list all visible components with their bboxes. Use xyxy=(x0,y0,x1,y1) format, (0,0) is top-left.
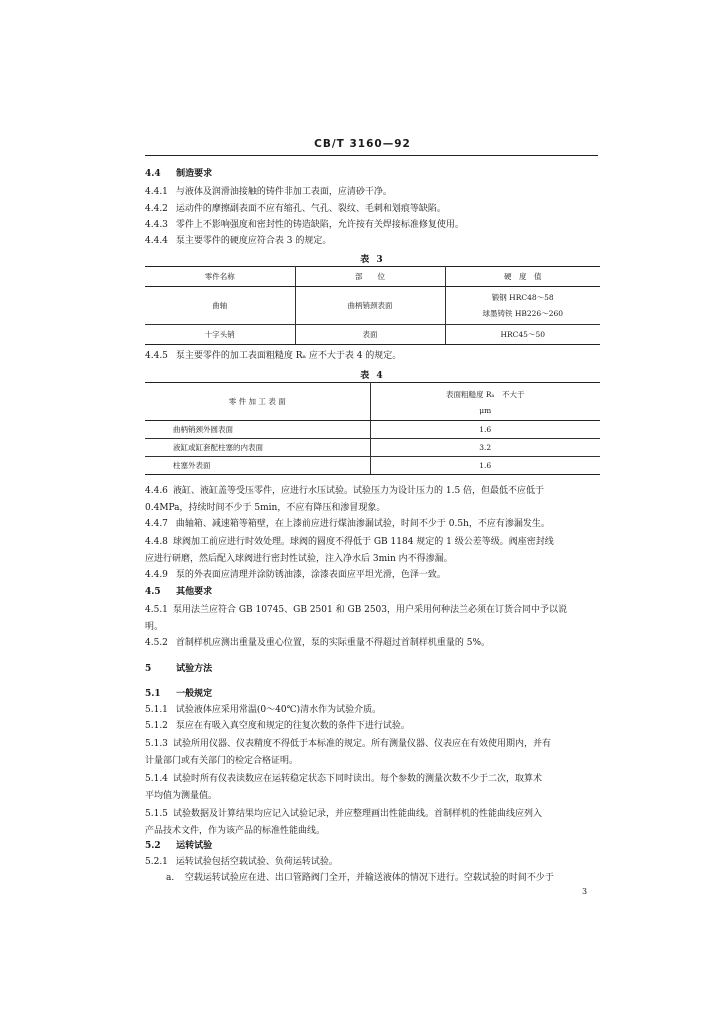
clause-text: 应进行研磨，然后配入球阀进行密封性试验，注入净水后 3min 内不得渗漏。 xyxy=(145,554,453,564)
chapter-5-heading xyxy=(145,663,600,675)
list-label: a. xyxy=(166,873,175,883)
roughness-table xyxy=(145,382,600,475)
clause-text: 泵主要零件的加工表面粗糙度 Rₐ 应不大于表 4 的规定。 xyxy=(175,351,402,361)
table-cell: 1.6 xyxy=(370,457,600,475)
table-cell: 柱塞外表面 xyxy=(145,457,370,475)
header-rule xyxy=(145,155,598,156)
section-title: 制造要求 xyxy=(176,169,213,179)
clause-4-4-8 xyxy=(145,534,600,568)
clause-4-4-7 xyxy=(145,518,600,530)
standard-code-header: CB/T 3160—92 xyxy=(314,138,411,150)
clause-5-1-2 xyxy=(145,720,600,732)
hardness-value: 锻钢 HRC48～58 xyxy=(491,293,554,302)
clause-text: 零件上不影响强度和密封性的铸造缺陷，允许按有关焊接标准修复使用。 xyxy=(175,220,464,230)
clause-5-1-5 xyxy=(145,806,600,840)
clause-4-4-5 xyxy=(145,350,600,362)
clause-number: 5.2.1 xyxy=(145,857,168,867)
clause-4-5-1 xyxy=(145,602,600,636)
clause-number: 4.4.3 xyxy=(145,220,168,230)
clause-number: 4.4.8 xyxy=(145,537,168,547)
table-cell: HRC45～50 xyxy=(445,325,600,345)
table-cell: 十字头销 xyxy=(145,325,295,345)
clause-text: 泵用法兰应符合 GB 10745、GB 2501 和 GB 2503，用户采用何种法兰必须在订货合同中予以说 xyxy=(173,605,568,615)
clause-4-4-6 xyxy=(145,483,600,517)
table-cell: 表面 xyxy=(295,325,445,345)
clause-text: 与液体及润滑油接触的铸件非加工表面，应清砂干净。 xyxy=(175,187,392,197)
section-number: 5.1 xyxy=(145,689,161,699)
clause-text: 平均值为测量值。 xyxy=(145,791,218,801)
table-cell: 曲轴 xyxy=(145,287,295,325)
hardness-value: 球墨铸铁 HB226～260 xyxy=(482,309,564,318)
table-header-cell: 零 件 加 工 表 面 xyxy=(145,383,370,421)
clause-text: 试验数据及计算结果均应记入试验记录，并应整理画出性能曲线。首制样机的性能曲线应列入 xyxy=(173,809,543,819)
section-5-2-heading xyxy=(145,840,600,852)
clause-text: 空载运转试验应在进、出口管路阀门全开，并输送液体的情况下进行。空载试验的时间不少于 xyxy=(184,873,554,883)
clause-5-2-1-a xyxy=(166,872,600,884)
table-3-caption: 表 3 xyxy=(360,255,385,265)
page-number: 3 xyxy=(582,887,588,896)
hardness-table xyxy=(145,266,600,345)
clause-4-5-2 xyxy=(145,637,600,649)
clause-text: 泵主要零件的硬度应符合表 3 的规定。 xyxy=(175,236,332,246)
clause-number: 4.4.9 xyxy=(145,570,168,580)
clause-5-1-3 xyxy=(145,736,600,770)
clause-text: 0.4MPa，持续时间不少于 5min，不应有降压和渗冒现象。 xyxy=(145,503,386,513)
table-header-cell: 硬 度 值 xyxy=(445,267,600,287)
section-title: 其他要求 xyxy=(176,587,213,597)
clause-5-1-1 xyxy=(145,704,600,716)
table-cell xyxy=(445,287,600,325)
section-number: 5.2 xyxy=(145,841,161,851)
clause-text: 球阀加工前应进行时效处理。球阀的圆度不得低于 GB 1184 规定的 1 级公差等级。阀座密封线 xyxy=(173,537,554,547)
clause-number: 4.4.4 xyxy=(145,236,168,246)
table-row xyxy=(145,325,600,345)
clause-number: 4.5.1 xyxy=(145,605,168,615)
table-cell: 3.2 xyxy=(370,439,600,457)
clause-text: 明。 xyxy=(145,622,164,632)
clause-4-4-3 xyxy=(145,219,600,231)
clause-number: 5.1.4 xyxy=(145,774,168,784)
clause-number: 4.4.1 xyxy=(145,187,168,197)
section-title: 一般规定 xyxy=(176,689,213,699)
table-cell: 液缸或缸套配柱塞的内表面 xyxy=(145,439,370,457)
table-row xyxy=(145,457,600,475)
clause-number: 4.4.6 xyxy=(145,486,168,496)
clause-number: 4.4.5 xyxy=(145,351,168,361)
section-4-4-heading xyxy=(145,168,600,180)
section-title: 试验方法 xyxy=(176,664,213,674)
clause-number: 4.4.7 xyxy=(145,519,168,529)
clause-number: 5.1.2 xyxy=(145,721,168,731)
header-line: 表面粗糙度 Rₐ 不大于 xyxy=(446,389,525,399)
clause-number: 5.1.3 xyxy=(145,739,168,749)
clause-text: 运转试验包括空载试验、负荷运转试验。 xyxy=(175,857,338,867)
table-row xyxy=(145,439,600,457)
section-number: 4.4 xyxy=(145,169,161,179)
clause-text: 运动件的摩擦副表面不应有缩孔、气孔、裂纹、毛刺和划痕等缺陷。 xyxy=(175,204,446,214)
clause-4-4-9 xyxy=(145,569,600,581)
header-unit: μm xyxy=(479,405,492,415)
clause-number: 4.5.2 xyxy=(145,638,168,648)
table-header-cell: 零件名称 xyxy=(145,267,295,287)
clause-text: 试验液体应采用常温(0～40℃)清水作为试验介质。 xyxy=(175,705,382,715)
table-header-cell xyxy=(370,383,600,421)
clause-text: 首制样机应测出重量及重心位置，泵的实际重量不得超过首制样机重量的 5%。 xyxy=(175,638,491,648)
clause-4-4-1 xyxy=(145,186,600,198)
table-header-cell: 部 位 xyxy=(295,267,445,287)
table-row xyxy=(145,421,600,439)
section-number: 4.5 xyxy=(145,587,161,597)
clause-number: 5.1.1 xyxy=(145,705,168,715)
clause-text: 泵应在有吸入真空度和规定的往复次数的条件下进行试验。 xyxy=(175,721,410,731)
clause-text: 产品技术文件，作为该产品的标准性能曲线。 xyxy=(145,826,326,836)
table-cell: 1.6 xyxy=(370,421,600,439)
section-title: 运转试验 xyxy=(176,841,213,851)
clause-number: 4.4.2 xyxy=(145,204,168,214)
clause-text: 泵的外表面应清理并涂防锈油漆，涂漆表面应平坦光滑，色泽一致。 xyxy=(175,570,446,580)
section-number: 5 xyxy=(145,664,152,674)
clause-4-4-2 xyxy=(145,203,600,215)
table-cell: 曲柄销颈表面 xyxy=(295,287,445,325)
clause-number: 5.1.5 xyxy=(145,809,168,819)
clause-text: 液缸、液缸盖等受压零件，应进行水压试验。试验压力为设计压力的 1.5 倍，但最低不应低于 xyxy=(173,486,545,496)
clause-5-2-1 xyxy=(145,856,600,868)
section-4-5-heading xyxy=(145,586,600,598)
clause-5-1-4 xyxy=(145,771,600,805)
clause-text: 曲轴箱、减速箱等箱壁，在上漆前应进行煤油渗漏试验，时间不少于 0.5h，不应有渗漏发生。 xyxy=(175,519,550,529)
table-4-caption: 表 4 xyxy=(360,371,385,381)
clause-text: 试验所用仪器、仪表精度不得低于本标准的规定。所有测量仪器、仪表应在有效使用期内，并有 xyxy=(173,739,552,749)
clause-text: 计量部门或有关部门的检定合格证明。 xyxy=(145,756,299,766)
section-5-1-heading xyxy=(145,688,600,700)
table-row xyxy=(145,287,600,325)
clause-text: 试验时所有仪表读数应在运转稳定状态下同时读出。每个参数的测量次数不少于二次，取算术 xyxy=(173,774,543,784)
table-cell: 曲柄销颈外圆表面 xyxy=(145,421,370,439)
clause-4-4-4 xyxy=(145,235,600,247)
